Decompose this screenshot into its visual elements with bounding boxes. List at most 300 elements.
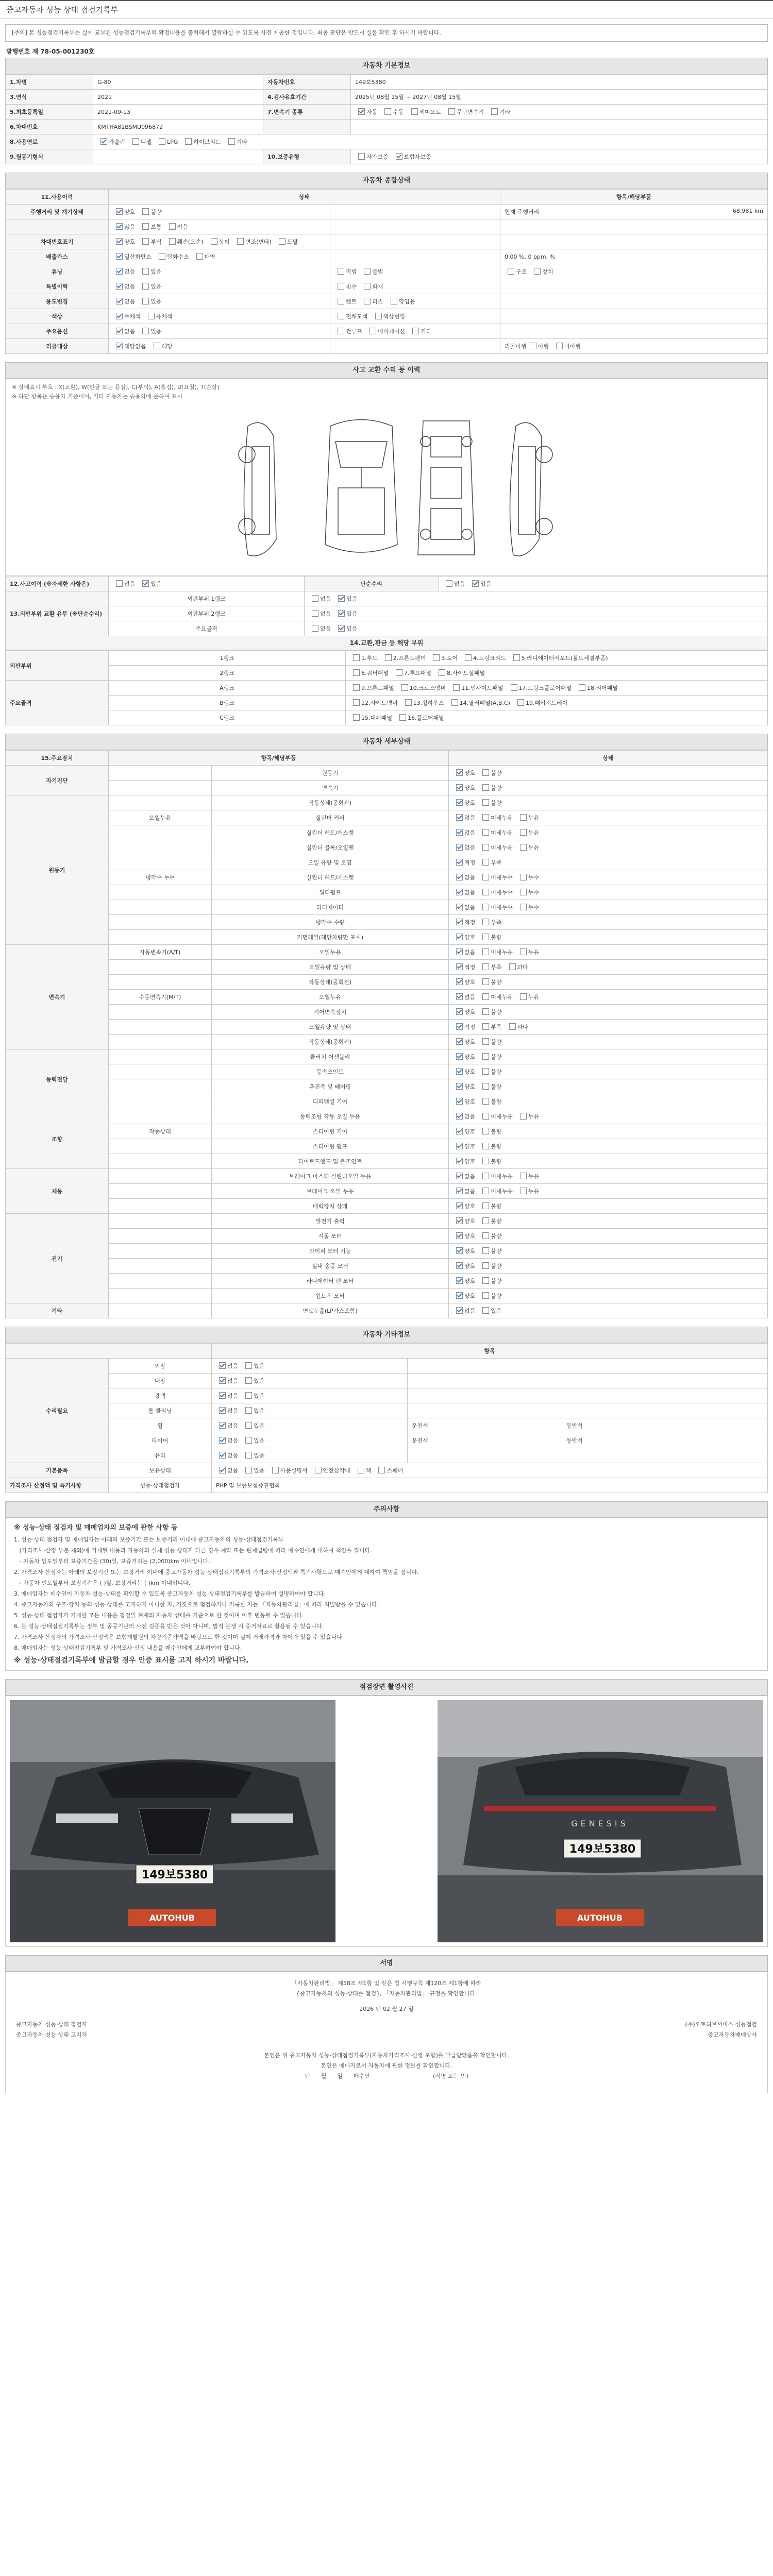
detail-status-checkbox[interactable] <box>456 904 463 910</box>
detail-status-option-label: 불량 <box>491 1278 502 1284</box>
part-checkbox[interactable] <box>401 684 408 691</box>
parts-row <box>6 666 768 681</box>
detail-status-checkbox[interactable] <box>520 948 527 955</box>
sign-section <box>5 1955 768 2093</box>
detail-status <box>449 781 768 795</box>
detail-status <box>449 1005 768 1020</box>
overall-status-checkbox[interactable] <box>142 208 149 215</box>
etc-option <box>242 1377 264 1385</box>
overall-extra-checkbox[interactable] <box>338 328 344 334</box>
rank-checkbox[interactable] <box>338 625 345 632</box>
detail-status-option-label: 적정 <box>464 1024 476 1030</box>
part-checkbox[interactable] <box>465 654 472 661</box>
basic-label-2 <box>263 120 351 134</box>
basic-value-2-text: 149보5380 <box>355 79 386 86</box>
detail-status-checkbox[interactable] <box>482 1307 489 1314</box>
detail-status-checkbox[interactable] <box>456 1098 463 1105</box>
part-checkbox[interactable] <box>439 669 445 676</box>
front-photo <box>10 1700 335 1942</box>
basic-items-checkbox[interactable] <box>378 1467 385 1473</box>
detail-status <box>449 795 768 810</box>
detail-status-checkbox[interactable] <box>482 1068 489 1075</box>
overall-extra-checkbox[interactable] <box>364 268 371 275</box>
simple-repair-checkbox[interactable] <box>446 580 452 587</box>
detail-status-checkbox[interactable] <box>456 814 463 821</box>
detail-sub <box>109 1020 212 1035</box>
part-option-label: 18.리어패널 <box>587 685 618 691</box>
detail-status-checkbox[interactable] <box>456 1232 463 1239</box>
overall-col-item: 11.사용이력 <box>6 190 109 205</box>
etc-checkbox[interactable] <box>219 1362 226 1369</box>
basic-items-checkbox[interactable] <box>245 1467 252 1473</box>
detail-item: 작동상태(공회전) <box>212 795 449 810</box>
detail-status-checkbox[interactable] <box>482 874 489 880</box>
overall-extra-checkbox[interactable] <box>369 328 376 334</box>
overall-status-checkbox[interactable] <box>142 283 149 290</box>
overall-status-checkbox[interactable] <box>116 238 123 245</box>
etc-option-label: 없음 <box>227 1437 239 1444</box>
detail-status-checkbox[interactable] <box>482 1128 489 1134</box>
damage-section <box>5 362 768 725</box>
overall-extra-option <box>334 282 357 291</box>
transmission-checkbox[interactable] <box>384 108 391 115</box>
part-option-label: 8.사이드실패널 <box>447 670 485 676</box>
confirm-line-2: 본인은 매매자로서 자동차에 관한 정보를 확인합니다. <box>321 2062 452 2069</box>
overall-status <box>109 309 330 324</box>
detail-status-checkbox[interactable] <box>482 1113 489 1120</box>
detail-status-option-label: 누유 <box>528 844 540 851</box>
detail-status-checkbox[interactable] <box>456 1307 463 1314</box>
detail-status-checkbox[interactable] <box>520 1188 527 1194</box>
simple-repair-option <box>469 580 491 588</box>
detail-status-option <box>453 1067 475 1076</box>
overall-extra2-checkbox[interactable] <box>508 268 514 275</box>
etc-row <box>6 1418 768 1433</box>
detail-sub <box>109 1214 212 1229</box>
transmission-checkbox[interactable] <box>358 108 365 115</box>
etc-option <box>242 1436 264 1445</box>
overall-status-checkbox[interactable] <box>116 253 123 260</box>
overall-status-checkbox[interactable] <box>116 223 123 230</box>
detail-status-checkbox[interactable] <box>482 889 489 895</box>
detail-status-option-label: 불량 <box>491 1203 502 1210</box>
detail-status-option <box>453 1247 475 1255</box>
detail-status-checkbox[interactable] <box>520 1173 527 1179</box>
detail-status-option <box>517 903 539 911</box>
etc-option <box>242 1406 264 1415</box>
overall-status-checkbox[interactable] <box>116 298 123 304</box>
detail-status-option <box>453 1127 475 1136</box>
overall-extra <box>330 205 500 219</box>
detail-status-checkbox[interactable] <box>482 1038 489 1045</box>
overall-extra2-checkbox[interactable] <box>530 343 536 349</box>
detail-status-checkbox[interactable] <box>456 799 463 806</box>
detail-status-checkbox[interactable] <box>456 1247 463 1254</box>
overall-status-checkbox[interactable] <box>142 298 149 304</box>
warranty-checkbox[interactable] <box>396 153 402 160</box>
detail-status-checkbox[interactable] <box>482 919 489 925</box>
detail-status-checkbox[interactable] <box>456 934 463 940</box>
part-option <box>350 714 392 722</box>
detail-status-checkbox[interactable] <box>520 993 527 1000</box>
accident-checkbox[interactable] <box>142 580 149 587</box>
detail-item: 디퍼렌셜 기어 <box>212 1094 449 1109</box>
detail-status-checkbox[interactable] <box>520 874 527 880</box>
detail-status-checkbox[interactable] <box>456 963 463 970</box>
detail-status-checkbox[interactable] <box>482 1143 489 1149</box>
sign-line-1: 「자동차관리법」 제58조 제1항 및 같은 법 시행규칙 제120조 제1항에 따라 <box>291 1980 482 1987</box>
overall-status-checkbox[interactable] <box>211 238 217 245</box>
overall-status-checkbox[interactable] <box>196 253 203 260</box>
part-checkbox[interactable] <box>385 654 392 661</box>
detail-status-checkbox[interactable] <box>509 963 516 970</box>
detail-status-checkbox[interactable] <box>482 1188 489 1194</box>
part-checkbox[interactable] <box>353 714 360 721</box>
detail-status-checkbox[interactable] <box>482 1053 489 1060</box>
detail-status-checkbox[interactable] <box>482 844 489 851</box>
detail-status-checkbox[interactable] <box>482 1173 489 1179</box>
perf-value: PHP 및 보증보험증권협회 <box>212 1478 768 1493</box>
part-option <box>576 684 618 692</box>
detail-status-option-label: 양호 <box>464 1009 476 1015</box>
part-checkbox[interactable] <box>353 699 360 706</box>
detail-status-checkbox[interactable] <box>456 1083 463 1090</box>
part-checkbox[interactable] <box>513 654 520 661</box>
part-checkbox[interactable] <box>396 669 402 676</box>
detail-status-option <box>453 1008 475 1016</box>
etc-checkbox[interactable] <box>245 1362 252 1369</box>
overall-row <box>6 339 768 354</box>
detail-status-checkbox[interactable] <box>482 934 489 940</box>
part-checkbox[interactable] <box>511 684 517 691</box>
detail-status-checkbox[interactable] <box>482 963 489 970</box>
overall-status-checkbox[interactable] <box>154 343 160 349</box>
overall-extra2-option <box>505 267 527 276</box>
detail-status-checkbox[interactable] <box>456 1023 463 1030</box>
detail-status-checkbox[interactable] <box>456 1262 463 1269</box>
detail-status-option-label: 불량 <box>491 800 502 806</box>
detail-status-checkbox[interactable] <box>456 1277 463 1284</box>
overall-extra-checkbox[interactable] <box>391 298 397 304</box>
overall-status-checkbox[interactable] <box>116 208 123 215</box>
rank-checkbox[interactable] <box>312 595 318 602</box>
detail-status <box>449 855 768 870</box>
detail-status <box>449 1199 768 1214</box>
rank-checkbox[interactable] <box>338 595 345 602</box>
detail-status-checkbox[interactable] <box>482 784 489 791</box>
overall-status-checkbox[interactable] <box>169 238 176 245</box>
detail-status-checkbox[interactable] <box>482 814 489 821</box>
detail-status-checkbox[interactable] <box>509 1023 516 1030</box>
basic-items-checkbox[interactable] <box>219 1467 226 1473</box>
overall-status-checkbox[interactable] <box>116 328 123 334</box>
overall-label: 주요옵션 <box>6 324 109 339</box>
overall-status-checkbox[interactable] <box>237 238 244 245</box>
notes-header: 주의사항 <box>5 1501 768 1518</box>
detail-status-checkbox[interactable] <box>456 1202 463 1209</box>
part-checkbox[interactable] <box>579 684 585 691</box>
part-checkbox[interactable] <box>451 699 458 706</box>
overall-row <box>6 249 768 264</box>
detail-status-checkbox[interactable] <box>482 904 489 910</box>
rank-checkbox[interactable] <box>312 610 318 617</box>
overall-extra-checkbox[interactable] <box>364 283 371 290</box>
fuel-checkbox[interactable] <box>228 138 235 145</box>
detail-status-checkbox[interactable] <box>520 889 527 895</box>
overall-status-checkbox[interactable] <box>116 268 123 275</box>
simple-repair-checkbox[interactable] <box>472 580 479 587</box>
detail-status-checkbox[interactable] <box>482 769 489 776</box>
detail-status-checkbox[interactable] <box>482 993 489 1000</box>
detail-status-checkbox[interactable] <box>456 859 463 866</box>
overall-status-checkbox[interactable] <box>142 223 149 230</box>
overall-status-checkbox[interactable] <box>116 343 123 349</box>
etc-checkbox[interactable] <box>245 1377 252 1384</box>
detail-status-option <box>479 843 513 852</box>
detail-status-checkbox[interactable] <box>482 799 489 806</box>
basic-items-checkbox[interactable] <box>358 1467 364 1473</box>
overall-extra-option <box>372 312 406 320</box>
detail-status-checkbox[interactable] <box>482 1217 489 1224</box>
detail-status-checkbox[interactable] <box>456 919 463 925</box>
overall-extra-checkbox[interactable] <box>338 313 344 319</box>
etc-checkbox[interactable] <box>245 1437 252 1444</box>
overall-status-option <box>139 238 161 246</box>
overall-extra-checkbox[interactable] <box>364 298 371 304</box>
rank-checkbox[interactable] <box>338 610 345 617</box>
accident-checkbox[interactable] <box>116 580 123 587</box>
basic-info-table <box>5 74 768 164</box>
detail-status-option <box>479 1187 513 1195</box>
overall-status-checkbox[interactable] <box>279 238 285 245</box>
detail-status-checkbox[interactable] <box>456 1217 463 1224</box>
detail-status-checkbox[interactable] <box>482 1277 489 1284</box>
etc-checkbox[interactable] <box>219 1452 226 1459</box>
etc-checkbox[interactable] <box>245 1422 252 1429</box>
detail-status-checkbox[interactable] <box>482 1008 489 1015</box>
detail-status-checkbox[interactable] <box>456 1053 463 1060</box>
damage-header: 사고 교환 수리 등 이력 <box>5 362 768 379</box>
detail-status-checkbox[interactable] <box>482 1262 489 1269</box>
etc-checkbox[interactable] <box>219 1422 226 1429</box>
detail-status-checkbox[interactable] <box>456 1158 463 1164</box>
overall-extra-checkbox[interactable] <box>412 328 419 334</box>
overall-status-checkbox[interactable] <box>148 313 155 319</box>
overall-extra-option-label: 침수 <box>346 283 357 290</box>
detail-status <box>449 1124 768 1139</box>
fuel-option <box>225 138 247 146</box>
detail-status-checkbox[interactable] <box>520 814 527 821</box>
detail-status-checkbox[interactable] <box>482 1158 489 1164</box>
detail-status-checkbox[interactable] <box>482 829 489 836</box>
rank-checkbox[interactable] <box>312 625 318 632</box>
part-checkbox[interactable] <box>405 699 412 706</box>
detail-status-checkbox[interactable] <box>456 1113 463 1120</box>
detail-status-checkbox[interactable] <box>482 1023 489 1030</box>
overall-status-checkbox[interactable] <box>159 253 165 260</box>
document-title: 중고자동차 성능 상태 점검기록부 <box>0 0 773 19</box>
etc-checkbox[interactable] <box>219 1437 226 1444</box>
overall-extra2-checkbox[interactable] <box>556 343 563 349</box>
transmission-checkbox[interactable] <box>491 108 498 115</box>
transmission-checkbox[interactable] <box>448 108 455 115</box>
etc-side-label: 동반석 <box>566 1422 583 1429</box>
warranty-checkbox[interactable] <box>358 153 365 160</box>
detail-status-checkbox[interactable] <box>482 1083 489 1090</box>
detail-status-option <box>453 1307 475 1315</box>
basic-row <box>6 90 768 105</box>
transmission-checkbox[interactable] <box>411 108 418 115</box>
detail-status-checkbox[interactable] <box>482 1292 489 1299</box>
basic-items-options <box>212 1463 768 1478</box>
detail-status-checkbox[interactable] <box>456 784 463 791</box>
etc-side-1 <box>408 1374 562 1388</box>
overall-row <box>6 294 768 309</box>
overall-extra-checkbox[interactable] <box>338 268 344 275</box>
detail-status-checkbox[interactable] <box>482 1098 489 1105</box>
detail-status-checkbox[interactable] <box>482 1232 489 1239</box>
part-checkbox[interactable] <box>353 669 360 676</box>
detail-status-option-label: 양호 <box>464 934 476 941</box>
detail-status-checkbox[interactable] <box>520 829 527 836</box>
overall-row <box>6 264 768 279</box>
detail-status-checkbox[interactable] <box>482 1202 489 1209</box>
overall-extra2-checkbox[interactable] <box>534 268 541 275</box>
basic-label-2: 4.검사유효기간 <box>263 90 351 105</box>
part-checkbox[interactable] <box>433 654 440 661</box>
overall-status-option-label: 해당없음 <box>124 343 146 350</box>
parts-rank: 2랭크 <box>109 666 346 681</box>
part-option <box>462 654 506 662</box>
detail-status-option <box>453 1112 475 1121</box>
etc-checkbox[interactable] <box>245 1407 252 1414</box>
part-checkbox[interactable] <box>399 714 406 721</box>
etc-checkbox[interactable] <box>245 1392 252 1399</box>
rank-options <box>305 621 768 636</box>
detail-status-checkbox[interactable] <box>482 1247 489 1254</box>
part-checkbox[interactable] <box>353 654 360 661</box>
detail-status-checkbox[interactable] <box>456 1128 463 1134</box>
detail-status-option-label: 부족 <box>491 859 502 866</box>
overall-status-checkbox[interactable] <box>142 328 149 334</box>
overall-status-checkbox[interactable] <box>142 238 149 245</box>
detail-status-option-label: 적정 <box>464 964 476 971</box>
overall-status-option <box>139 282 161 291</box>
overall-status-checkbox[interactable] <box>169 223 176 230</box>
transmission-option-label: 기타 <box>499 109 511 115</box>
detail-status-option <box>479 1053 501 1061</box>
detail-status-option-label: 불량 <box>491 1054 502 1060</box>
sign-header: 서명 <box>5 1955 768 1972</box>
overall-status-checkbox[interactable] <box>116 283 123 290</box>
overall-extra-checkbox[interactable] <box>375 313 382 319</box>
detail-status-checkbox[interactable] <box>456 1068 463 1075</box>
basic-items-checkbox[interactable] <box>315 1467 322 1473</box>
detail-item: 기어변속장치 <box>212 1005 449 1020</box>
detail-status-option-label: 부족 <box>491 1024 502 1030</box>
rank-option-label: 없음 <box>320 625 331 632</box>
detail-status-checkbox[interactable] <box>520 844 527 851</box>
fuel-checkbox[interactable] <box>185 138 192 145</box>
detail-status-option-label: 불량 <box>491 1039 502 1045</box>
detail-status-checkbox[interactable] <box>482 859 489 866</box>
basic-items-checkbox[interactable] <box>272 1467 279 1473</box>
etc-checkbox[interactable] <box>219 1392 226 1399</box>
simple-repair-label: 단순수리 <box>305 577 439 591</box>
detail-status-checkbox[interactable] <box>520 1113 527 1120</box>
detail-row <box>6 915 768 930</box>
etc-checkbox[interactable] <box>219 1407 226 1414</box>
overall-status-option-label: 무채색 <box>124 313 141 320</box>
overall-extra <box>330 309 500 324</box>
etc-checkbox[interactable] <box>245 1452 252 1459</box>
detail-status-checkbox[interactable] <box>456 874 463 880</box>
overall-status-checkbox[interactable] <box>142 268 149 275</box>
etc-col: 항목 <box>212 1344 768 1359</box>
basic-items-option <box>216 1466 238 1475</box>
simple-repair-option-label: 없음 <box>454 581 465 587</box>
fuel-checkbox[interactable] <box>159 138 165 145</box>
detail-status-option <box>453 963 475 971</box>
detail-status-option-label: 없음 <box>464 949 476 956</box>
overall-status-option <box>113 238 135 246</box>
etc-checkbox[interactable] <box>219 1377 226 1384</box>
part-checkbox[interactable] <box>353 684 360 691</box>
part-checkbox[interactable] <box>453 684 460 691</box>
detail-status-checkbox[interactable] <box>456 1143 463 1149</box>
detail-status-option-label: 불량 <box>491 1069 502 1075</box>
detail-status-checkbox[interactable] <box>456 1173 463 1179</box>
detail-status-option <box>453 888 475 896</box>
detail-status-checkbox[interactable] <box>456 948 463 955</box>
part-option <box>514 699 567 707</box>
detail-status-option-label: 누유 <box>528 994 540 1001</box>
detail-status-checkbox[interactable] <box>456 978 463 985</box>
detail-status-checkbox[interactable] <box>456 1188 463 1194</box>
detail-col-3: 상태 <box>449 751 768 766</box>
detail-status-checkbox[interactable] <box>456 889 463 895</box>
detail-status-checkbox[interactable] <box>482 948 489 955</box>
overall-extra-option <box>409 327 431 335</box>
overall-extra-checkbox[interactable] <box>338 283 344 290</box>
detail-status-checkbox[interactable] <box>456 993 463 1000</box>
detail-sub <box>109 900 212 915</box>
overall-status-checkbox[interactable] <box>116 313 123 319</box>
rank-name: 주요골격 <box>109 621 305 636</box>
overall-extra-checkbox[interactable] <box>338 298 344 304</box>
detail-status-checkbox[interactable] <box>456 1038 463 1045</box>
rank-option-label: 없음 <box>320 611 331 617</box>
fuel-checkbox[interactable] <box>132 138 139 145</box>
detail-status-checkbox[interactable] <box>456 769 463 776</box>
etc-option-label: 있음 <box>254 1422 265 1429</box>
detail-status-checkbox[interactable] <box>456 829 463 836</box>
fuel-checkbox[interactable] <box>100 138 107 145</box>
detail-status-checkbox[interactable] <box>482 978 489 985</box>
overall-row <box>6 219 768 234</box>
detail-status-checkbox[interactable] <box>456 1008 463 1015</box>
parts-rank: B랭크 <box>109 696 346 710</box>
etc-options <box>212 1388 408 1403</box>
detail-status-checkbox[interactable] <box>456 1292 463 1299</box>
car-right-side-figure <box>510 422 552 556</box>
detail-status-checkbox[interactable] <box>520 904 527 910</box>
part-checkbox[interactable] <box>517 699 524 706</box>
overall-status-option <box>113 252 152 261</box>
detail-status-checkbox[interactable] <box>456 844 463 851</box>
overall-status-option-label: 있음 <box>150 328 162 335</box>
etc-item: 광택 <box>109 1388 212 1403</box>
